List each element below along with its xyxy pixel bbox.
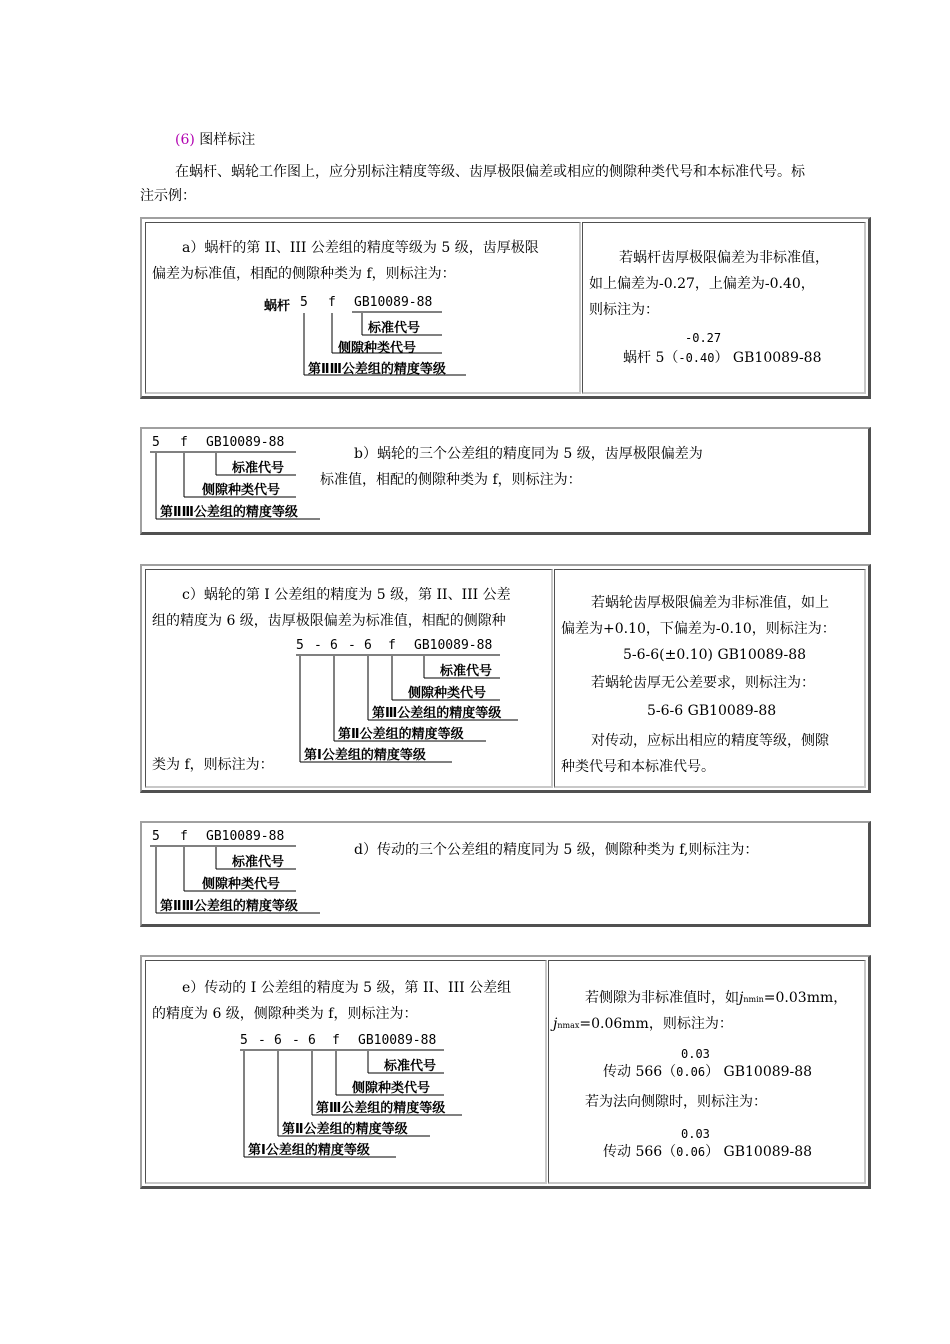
diagram-f: f [328, 295, 336, 310]
intro-line-1: 在蜗杆、蜗轮工作图上，应分别标注精度等级、齿厚极限偏差或相应的侧隙种类代号和本标准代号。标 [175, 164, 805, 180]
block-e-right-2 [553, 1011, 733, 1039]
block-a-table [140, 217, 871, 399]
section-number: (6) [175, 132, 195, 148]
diagram-std-code: 标准代号 [384, 1059, 437, 1074]
diagram-group-label: 第ⅡⅢ公差组的精度等级 [160, 505, 298, 520]
block-c-table [140, 564, 871, 793]
diagram-dash-1: - [314, 638, 322, 653]
block-e-text-1: e）传动的 I 公差组的精度为 5 级，第 II、III 公差组 [182, 980, 512, 996]
diagram-std-code: 标准代号 [232, 461, 285, 476]
diagram-gb: GB10089-88 [206, 435, 285, 450]
block-b-text-1: b）蜗轮的三个公差组的精度同为 5 级，齿厚极限偏差为 [354, 446, 703, 462]
diagram-gb: GB10089-88 [354, 295, 433, 310]
block-a-upper-deviation: -0.27 [685, 331, 722, 345]
diagram-group-1: 第Ⅰ公差组的精度等级 [248, 1143, 370, 1158]
block-e-right-1a: 若侧隙为非标准值时，如 [585, 990, 739, 1006]
diagram-group-label: 第ⅡⅢ公差组的精度等级 [160, 899, 298, 914]
section-heading [175, 128, 255, 152]
block-b-table [140, 427, 871, 535]
diagram-f: f [332, 1033, 340, 1048]
block-c-text-2: 组的精度为 6 级，齿厚极限偏差为标准值，相配的侧隙种 [152, 613, 506, 629]
block-a-right-3: 则标注为： [589, 302, 659, 318]
block-e-lower-1: 0.06 [676, 1065, 706, 1079]
block-e-text-2: 的精度为 6 级，侧隙种类为 f，则标注为： [152, 1006, 418, 1022]
block-e-result-2-prefix: 传动 566（ [603, 1144, 677, 1160]
diagram-gb: GB10089-88 [414, 638, 493, 653]
diagram-backlash-code: 侧隙种类代号 [408, 686, 487, 701]
diagram-group-1: 第Ⅰ公差组的精度等级 [304, 748, 426, 763]
block-a-diagram [264, 295, 474, 385]
block-e-lower-2: 0.06 [676, 1145, 706, 1159]
diagram-grade-1: 5 [296, 638, 304, 653]
block-d-table [140, 821, 871, 927]
diagram-backlash-code: 侧隙种类代号 [352, 1081, 431, 1096]
block-e-diagram [240, 1033, 470, 1158]
block-a-lower-deviation: -0.40 [678, 351, 715, 365]
diagram-backlash-code: 侧隙种类代号 [202, 483, 281, 498]
block-c-right-5: 5-6-6 GB10089-88 [647, 703, 777, 719]
diagram-gb: GB10089-88 [206, 829, 285, 844]
diagram-group-2: 第Ⅱ公差组的精度等级 [282, 1122, 408, 1137]
diagram-grade-2: 6 [330, 638, 338, 653]
diagram-grade: 5 [152, 435, 160, 450]
block-e-table [140, 955, 871, 1189]
block-c-right-2: 偏差为+0.10，下偏差为-0.10，则标注为： [561, 621, 836, 637]
block-e-jmax-sub: nmax [557, 1021, 580, 1030]
block-c-text-1: c）蜗轮的第 I 公差组的精度为 5 级，第 II、III 公差 [182, 587, 511, 603]
block-e-result-2 [603, 1139, 812, 1165]
block-c-left-cell [145, 569, 553, 788]
block-a-right-1: 若蜗杆齿厚极限偏差为非标准值， [619, 250, 829, 266]
block-e-j-min: j [739, 990, 744, 1006]
block-e-result-1-suffix: ） GB10089-88 [705, 1064, 813, 1080]
diagram-std-code: 标准代号 [368, 321, 421, 336]
diagram-group-3: 第Ⅲ公差组的精度等级 [372, 706, 502, 721]
block-b-diagram [150, 435, 330, 525]
block-c-right-cell [554, 569, 866, 788]
diagram-grade: 5 [152, 829, 160, 844]
block-a-text-1: a）蜗杆的第 II、III 公差组的精度等级为 5 级，齿厚极限 [182, 240, 539, 256]
block-e-right-cell [548, 960, 866, 1184]
section-title: 图样标注 [199, 132, 256, 148]
block-a-right-2: 如上偏差为-0.27，上偏差为-0.40， [589, 276, 815, 292]
block-e-right-2-text: =0.06mm，则标注为： [579, 1016, 733, 1032]
block-e-right-1 [585, 985, 847, 1013]
block-a-text-2: 偏差为标准值，相配的侧隙种类为 f，则标注为： [152, 266, 456, 282]
diagram-group-3: 第Ⅲ公差组的精度等级 [316, 1101, 446, 1116]
diagram-grade-2: 6 [274, 1033, 282, 1048]
block-c-diagram [296, 638, 526, 763]
block-e-jmin-sub: nmin [743, 995, 764, 1004]
block-e-right-1b: =0.03mm， [763, 990, 848, 1006]
diagram-dash-2: - [348, 638, 356, 653]
diagram-group-label: 第ⅡⅢ公差组的精度等级 [308, 362, 446, 377]
block-e-upper-2: 0.03 [681, 1127, 710, 1141]
intro-line-2: 注示例： [140, 188, 196, 204]
diagram-f: f [388, 638, 396, 653]
block-c-right-4: 若蜗轮齿厚无公差要求，则标注为： [591, 675, 815, 691]
diagram-group-2: 第Ⅱ公差组的精度等级 [338, 727, 464, 742]
block-c-right-7: 种类代号和本标准代号。 [561, 759, 715, 775]
block-e-j-max: j [553, 1016, 558, 1032]
diagram-f: f [180, 435, 188, 450]
diagram-grade-1: 5 [240, 1033, 248, 1048]
block-e-result-1-prefix: 传动 566（ [603, 1064, 677, 1080]
diagram-std-code: 标准代号 [232, 855, 285, 870]
diagram-prefix: 蜗杆 [264, 299, 291, 314]
block-e-result-1 [603, 1059, 812, 1085]
block-e-left-cell [145, 960, 547, 1184]
block-c-text-3: 类为 f，则标注为： [152, 757, 274, 773]
block-d-text-1: d）传动的三个公差组的精度同为 5 级，侧隙种类为 f,则标注为： [354, 842, 759, 858]
block-d-diagram [150, 829, 330, 919]
diagram-grade-3: 6 [308, 1033, 316, 1048]
block-a-left-cell [145, 222, 581, 394]
block-b-text-2: 标准值，相配的侧隙种类为 f，则标注为： [320, 472, 582, 488]
block-c-right-6: 对传动，应标出相应的精度等级，侧隙 [591, 733, 829, 749]
diagram-gb: GB10089-88 [358, 1033, 437, 1048]
diagram-dash-1: - [258, 1033, 266, 1048]
diagram-grade-3: 6 [364, 638, 372, 653]
diagram-backlash-code: 侧隙种类代号 [202, 877, 281, 892]
block-a-result-suffix: ） GB10089-88 [714, 350, 822, 366]
block-a-right-cell [582, 222, 866, 394]
diagram-std-code: 标准代号 [440, 664, 493, 679]
block-e-right-3: 若为法向侧隙时，则标注为： [585, 1094, 767, 1110]
diagram-f: f [180, 829, 188, 844]
block-c-right-1: 若蜗轮齿厚极限偏差为非标准值，如上 [591, 595, 829, 611]
block-a-result [623, 345, 822, 371]
diagram-dash-2: - [292, 1033, 300, 1048]
block-e-result-2-suffix: ） GB10089-88 [705, 1144, 813, 1160]
diagram-grade: 5 [300, 295, 308, 310]
block-c-right-3: 5-6-6(±0.10) GB10089-88 [623, 647, 807, 663]
diagram-backlash-code: 侧隙种类代号 [338, 341, 417, 356]
block-a-result-prefix: 蜗杆 5（ [623, 350, 679, 366]
block-e-upper-1: 0.03 [681, 1047, 710, 1061]
